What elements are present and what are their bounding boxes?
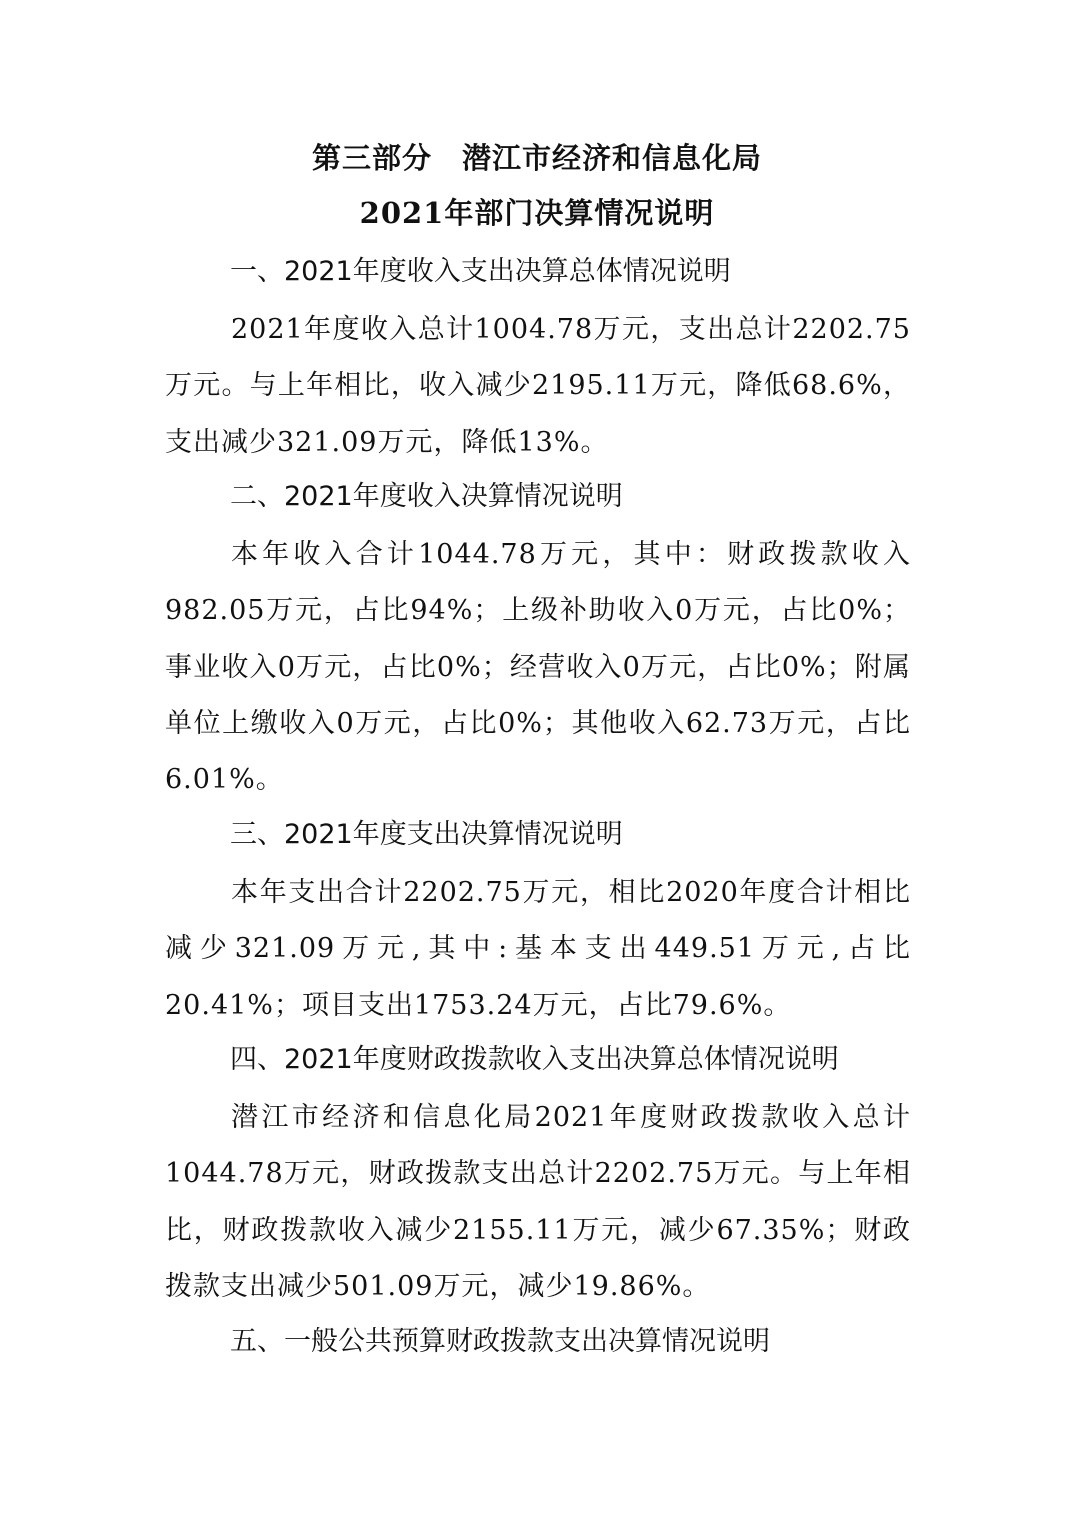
document-title: 第三部分 潜江市经济和信息化局 <box>311 141 762 175</box>
section-heading: 一、2021年度收入支出决算总体情况说明 <box>230 256 731 287</box>
section-heading: 三、2021年度支出决算情况说明 <box>230 819 623 850</box>
section-paragraph: 本年支出合计2202.75万元，相比2020年度合计相比减少321.09万元,其中:基本支出449.51万元,占比20.41%；项目支出1753.24万元，占比79.6%。 <box>165 877 911 1021</box>
section-paragraph: 2021年度收入总计1004.78万元，支出总计2202.75万元。与上年相比，收入减少2195.11万元，降低68.6%，支出减少321.09万元，降低13%。 <box>165 314 911 458</box>
section-heading: 二、2021年度收入决算情况说明 <box>230 481 623 512</box>
section-heading: 五、一般公共预算财政拨款支出决算情况说明 <box>230 1326 770 1357</box>
section-paragraph: 本年收入合计1044.78万元，其中：财政拨款收入982.05万元，占比94%；上级补助收入0万元，占比0%；事业收入0万元，占比0%；经营收入0万元，占比0%；附属单位上缴收入0万元，占比0%；其他收入62.73万元，占比6.01%。 <box>165 539 911 796</box>
document-subtitle: 2021年部门决算情况说明 <box>359 196 715 230</box>
section-heading: 四、2021年度财政拨款收入支出决算总体情况说明 <box>230 1044 839 1075</box>
section-paragraph: 潜江市经济和信息化局2021年度财政拨款收入总计1044.78万元，财政拨款支出总计2202.75万元。与上年相比，财政拨款收入减少2155.11万元，减少67.35%；财政拨款支出减少501.09万元，减少19.86%。 <box>165 1102 911 1302</box>
